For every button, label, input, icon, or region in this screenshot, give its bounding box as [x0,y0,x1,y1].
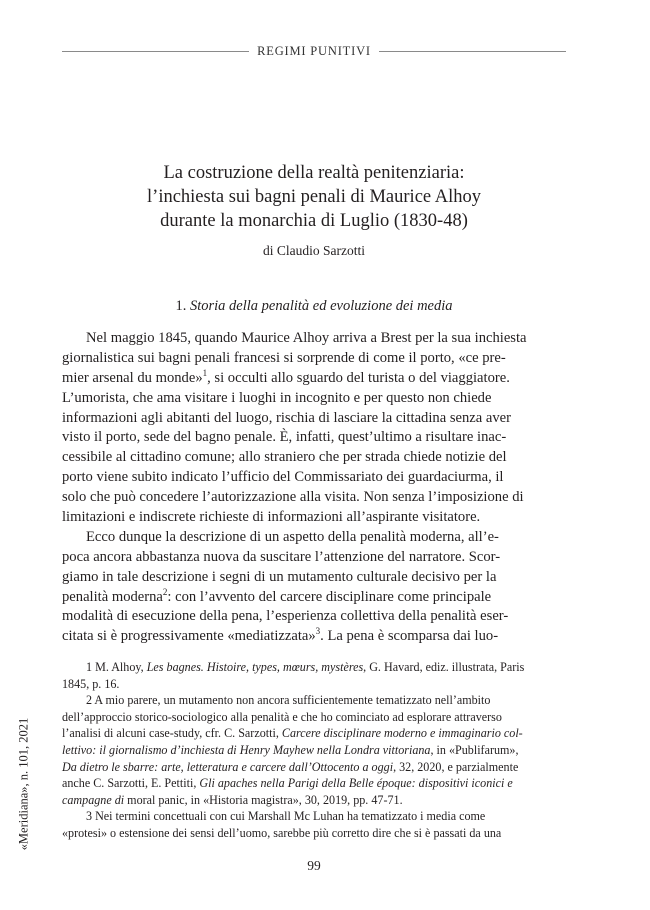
footnote-line: 1845, p. 16. [62,676,120,691]
text-line: limitazioni e indiscrete richieste di informazioni all’aspirante visitatore. [62,509,481,526]
footnote-line [62,725,566,742]
body-text [62,329,566,647]
text-run: , G. Havard, ediz. illustrata, Paris [363,660,525,674]
footnote-line [62,775,566,792]
footnote-marker: 2 [86,693,93,708]
text-line: modalità di esecuzione della pena, l’esperienza collettiva della penalità eser- [62,608,509,625]
journal-reference: «Meridiana», n. 101, 2021 [16,717,31,851]
running-head [62,44,566,59]
text-line: solo che può concedere l’autorizzazione alla visita. Non senza l’imposizione di [62,489,524,506]
footnotes [62,659,566,842]
section-title: Storia della penalità ed evoluzione dei media [189,298,453,314]
footnote-ref: 1 [202,367,208,378]
running-head-rule-left [62,51,249,52]
text-run: Gli apaches nella Parigi della Belle époque: dispositivi iconici e [199,776,513,791]
text-line: poca ancora abbastanza nuova da suscitare l’attenzione del narratore. Scor- [62,548,501,565]
text-run: lettivo: il giornalismo d’inchiesta di Henry Mayhew nella Londra vittoriana [62,742,431,757]
footnote-line [62,742,566,759]
text-line: cessibile al cittadino comune; allo straniero che per strada chiede notizie del [62,449,507,466]
running-head-text: REGIMI PUNITIVI [257,44,371,58]
text-line [62,627,566,647]
text-line: porto viene subito indicato l’ufficio del Commissariato dei guardaciurma, il [62,469,504,486]
footnote-line: dell’approccio storico-sociologico alla penalità e che ho cominciato ad esplorare attraverso [62,709,502,724]
title-line: durante la monarchia di Luglio (1830-48) [160,211,468,231]
section-number: 1. [175,298,187,314]
footnote-line [62,792,566,809]
text-line: L’umorista, che ama visitare i luoghi in incognito e per questo non chiede [62,389,492,406]
text-run: anche C. Sarzotti, E. Pettiti, [62,776,200,791]
text-line [62,369,566,389]
text-run: Les bagnes. Histoire, types, mœurs, mystères [146,660,364,674]
text-line: giamo in tale descrizione i segni di un mutamento culturale decisivo per la [62,568,497,585]
text-run: . La pena è scomparsa dai luo- [320,628,499,645]
footnote-line [62,659,566,676]
text-line: Nel maggio 1845, quando Maurice Alhoy arriva a Brest per la sua inchiesta [86,330,527,346]
text-line: giornalistica sui bagni penali francesi si sorprende di come il porto, «ce pre- [62,349,506,366]
footnote-ref: 2 [162,586,168,597]
section-heading [62,298,566,315]
text-run: moral panic, in «Historia magistra», 30, 2019, pp. 47-71. [124,792,403,807]
footnote-marker: 1 [86,660,93,674]
text-run: Nei termini concettuali con cui Marshall Mc Luhan ha tematizzato i media come [92,809,486,824]
title-line: La costruzione della realtà penitenziaria: [163,163,465,183]
text-run: , in «Publifarum», [430,742,519,757]
text-run: Carcere disciplinare moderno e immaginario col- [281,726,523,741]
footnote-marker: 3 [86,809,93,824]
running-head-rule-right [379,51,566,52]
footnote-line [62,692,566,709]
text-line [62,588,566,608]
text-run: citata si è progressivamente «mediatizzata» [62,628,316,645]
text-run: l’analisi di alcuni case-study, cfr. C. Sarzotti, [62,726,282,741]
page-number: 99 [307,858,321,873]
text-line: visto il porto, sede del bagno penale. È, infatti, quest’ultimo a risultare inac- [62,429,507,446]
footnote-line: «protesi» o estensione dei sensi dell’uomo, sarebbe più corretto dire che si è passati da una [62,825,502,840]
text-run: mier arsenal du monde» [62,369,203,386]
text-run: : con l’avvento del carcere disciplinare come principale [167,588,492,605]
text-run: M. Alhoy, [92,660,147,674]
text-run: penalità moderna [62,588,163,605]
text-run: Da dietro le sbarre: arte, letteratura e carcere dall’Ottocento a oggi [62,759,394,774]
text-run: , 32, 2020, e parzialmente [393,759,519,774]
text-run: A mio parere, un mutamento non ancora sufficientemente tematizzato nell’ambito [92,693,491,708]
text-run: , si occulti allo sguardo del turista o del viaggiatore. [207,369,510,386]
footnote-ref: 3 [315,626,321,637]
author-byline: di Claudio Sarzotti [263,243,365,258]
footnote-line [62,759,566,776]
text-line: Ecco dunque la descrizione di un aspetto della penalità moderna, all’e- [86,528,499,545]
article-title [62,161,566,233]
text-line: informazioni agli abitanti del luogo, rischia di lasciare la cittadina senza aver [62,409,511,426]
text-run: campagne di [62,792,125,807]
footnote-line [62,808,566,825]
title-line: l’inchiesta sui bagni penali di Maurice Alhoy [147,187,481,207]
